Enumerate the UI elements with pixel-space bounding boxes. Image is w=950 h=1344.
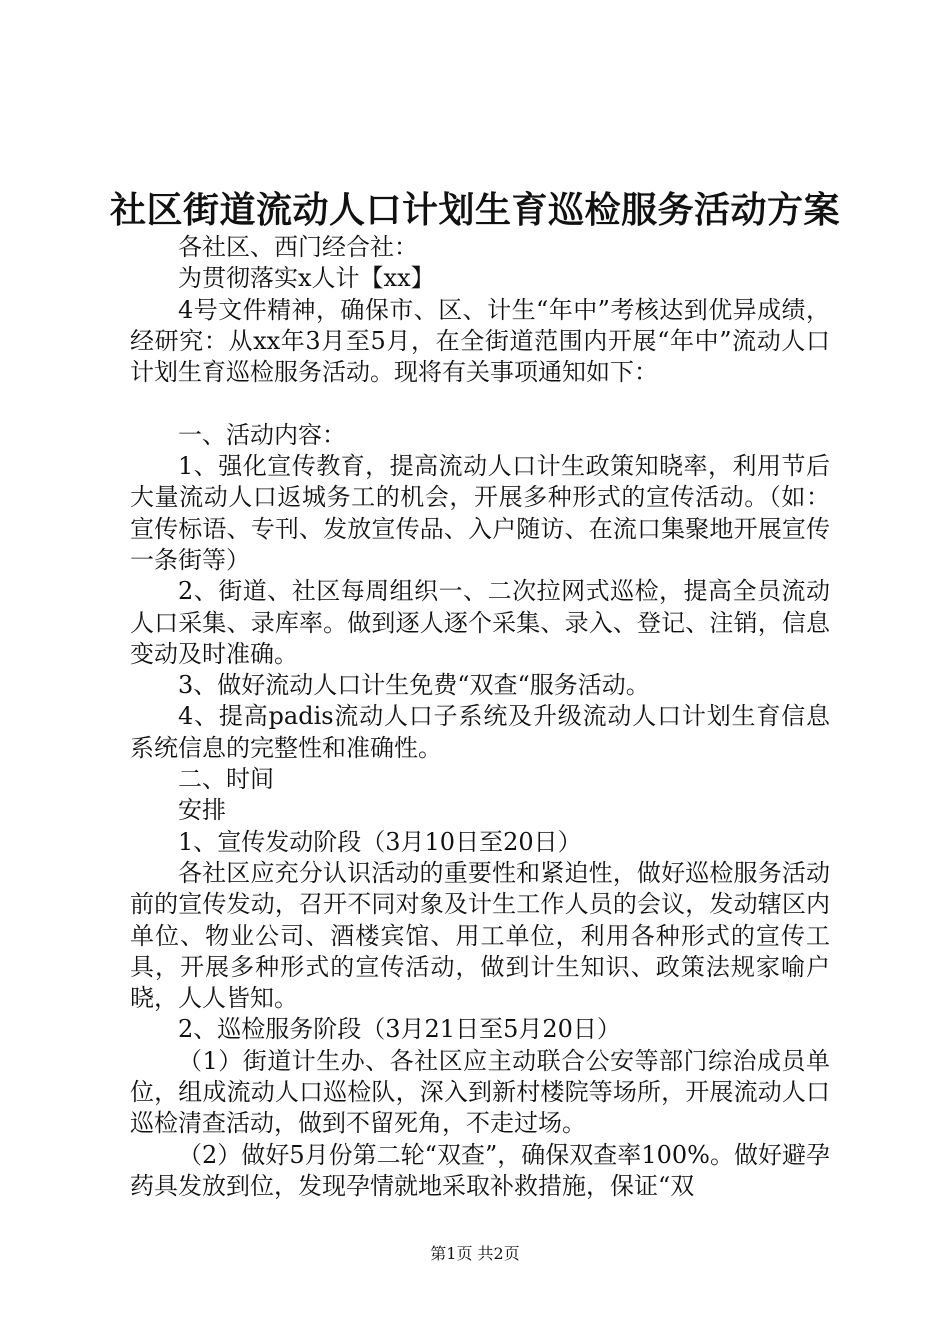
paragraph: （1）街道计生办、各社区应主动联合公安等部门综治成员单位，组成流动人口巡检队，深入到新村楼院等场所，开展流动人口巡检清查活动，做到不留死角，不走过场。 [130,1046,830,1138]
document-body [130,232,830,1202]
paragraph: 3、做好流动人口计生免费“双查“服务活动。 [178,671,650,700]
paragraph: 各社区应充分认识活动的重要性和紧迫性，做好巡检服务活动前的宣传发动，召开不同对象及计生工作人员的会议，发动辖区内单位、物业公司、酒楼宾馆、用工单位，利用各种形式的宣传工具，开展多种形式的宣传活动，做到计生知识、政策法规家喻户晓，人人皆知。 [130,858,830,1013]
paragraph: 4号文件精神，确保市、区、计生“年中”考核达到优异成绩，经研究：从xx年3月至5月，在全街道范围内开展“年中”流动人口计划生育巡检服务活动。现将有关事项通知如下： [130,295,830,387]
paragraph-salutation: 各社区、西门经合社： [178,233,418,261]
blank-line [130,388,830,419]
paragraph: （2）做好5月份第二轮“双查”，确保双查率100%。做好避孕药具发放到位，发现孕情就地采取补救措施，保证“双 [130,1140,830,1200]
paragraph: 4、提高padis流动人口子系统及升级流动人口计划生育信息系统信息的完整性和准确性。 [130,702,830,762]
section-heading: 一、活动内容： [178,420,346,449]
subsection-heading: 2、巡检服务阶段（3月21日至5月20日） [178,1015,621,1044]
paragraph: 安排 [178,796,226,825]
page-footer: 第1页 共2页 [430,1244,520,1263]
document-title: 社区街道流动人口计划生育巡检服务活动方案 [109,189,840,231]
paragraph: 1、强化宣传教育，提高流动人口计生政策知晓率，利用节后大量流动人口返城务工的机会，开展多种形式的宣传活动。（如：宣传标语、专刊、发放宣传品、入户随访、在流口集聚地开展宣传一条街等） [130,452,830,574]
subsection-heading: 1、宣传发动阶段（3月10日至20日） [178,827,582,856]
paragraph: 2、街道、社区每周组织一、二次拉网式巡检，提高全员流动人口采集、录库率。做到逐人逐个采集、录入、登记、注销，信息变动及时准确。 [130,577,830,668]
section-heading: 二、时间 [178,765,274,794]
paragraph: 为贯彻落实x人计【xx】 [178,264,435,293]
